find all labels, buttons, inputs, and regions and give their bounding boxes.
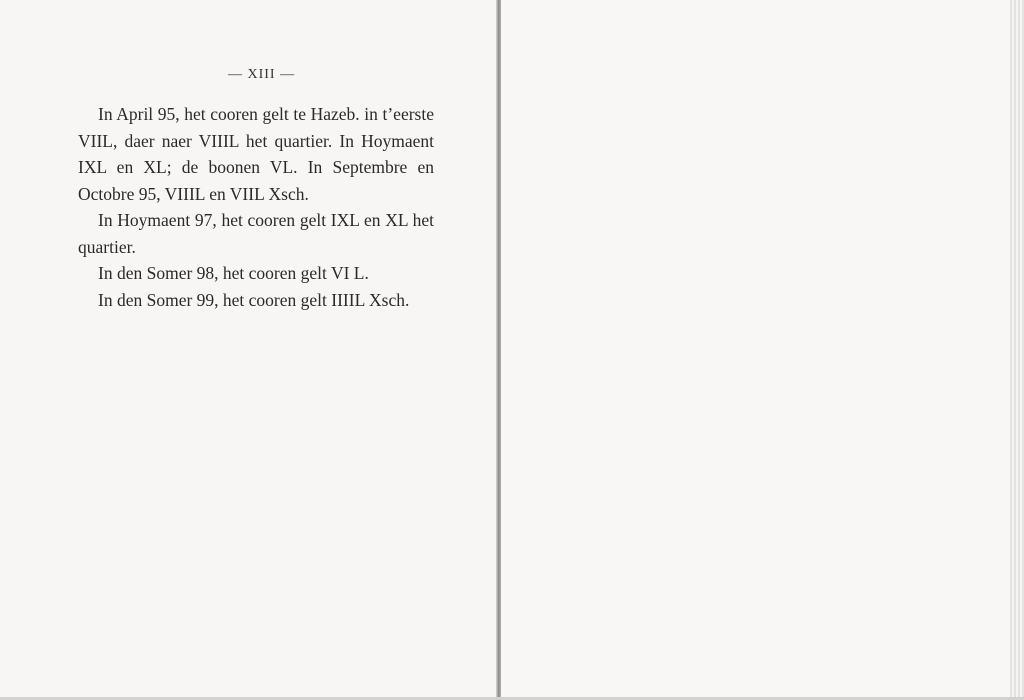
left-paragraph-3: In den Somer 98, het cooren gelt VI L.	[98, 263, 369, 283]
left-page-text	[78, 101, 434, 313]
page-edge	[1010, 0, 1024, 700]
left-paragraph-1: In April 95, het cooren gelt te Hazeb. in t’eerste VIIL, daer naer VIIIL het quartier. In Hoymaent IXL en XL; de boonen VL. In Septembre en Octobre 95, VIIIL en VIIL Xsch.	[78, 104, 434, 204]
left-paragraph-2: In Hoymaent 97, het cooren gelt IXL en XL het quartier.	[78, 210, 434, 257]
left-paragraph-4: In den Somer 99, het cooren gelt IIIIL Xsch.	[98, 289, 410, 310]
right-page	[501, 0, 1024, 700]
left-page-folio: — XIII —	[228, 67, 296, 82]
left-page	[0, 0, 497, 700]
